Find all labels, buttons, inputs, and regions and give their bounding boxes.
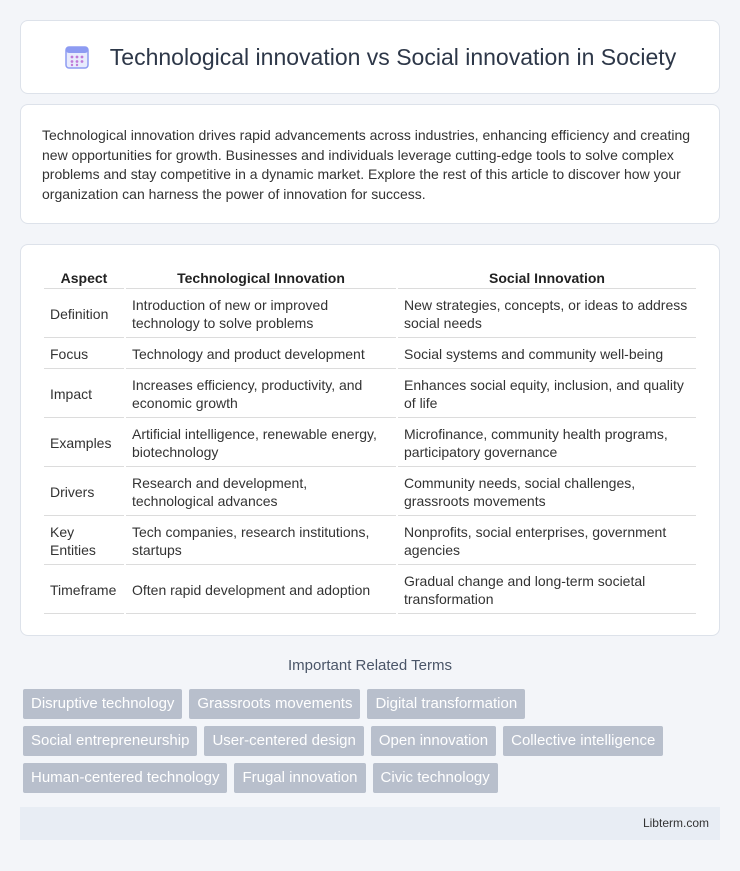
row-aspect: Timeframe: [44, 567, 124, 614]
calendar-grid-icon: [64, 44, 90, 70]
comparison-table: [42, 265, 698, 616]
header-card: [20, 20, 720, 94]
related-terms-tags: [23, 689, 723, 800]
intro-card: [20, 104, 720, 224]
row-aspect: Key Entities: [44, 518, 124, 565]
table-row: [44, 469, 696, 516]
related-term-tag[interactable]: Disruptive technology: [23, 689, 182, 719]
related-terms-title: Important Related Terms: [288, 657, 452, 674]
row-aspect: Focus: [44, 340, 124, 369]
footer: [20, 807, 720, 840]
social-cell: Microfinance, community health programs, participatory governance: [398, 420, 696, 467]
table-row: [44, 371, 696, 418]
tech-cell: Tech companies, research institutions, startups: [126, 518, 396, 565]
table-row: [44, 567, 696, 614]
row-aspect: Definition: [44, 291, 124, 338]
page-title: Technological innovation vs Social innovation in Society: [109, 43, 677, 70]
intro-paragraph: Technological innovation drives rapid advancements across industries, enhancing efficiency and creating new opportunities for growth. Businesses and individuals leverage cutting-edge tools to solve complex problems and stay competitive in a dynamic market. Explore the rest of this article to discover how your organization can harness the power of innovation for success.: [42, 127, 691, 202]
related-term-tag[interactable]: Digital transformation: [367, 689, 525, 719]
footer-site-link[interactable]: Libterm.com: [642, 816, 709, 830]
tech-cell: Increases efficiency, productivity, and economic growth: [126, 371, 396, 418]
table-row: [44, 420, 696, 467]
social-cell: Community needs, social challenges, grassroots movements: [398, 469, 696, 516]
table-header-row: [44, 267, 696, 289]
social-cell: Enhances social equity, inclusion, and quality of life: [398, 371, 696, 418]
social-cell: Social systems and community well-being: [398, 340, 696, 369]
related-term-tag[interactable]: Human-centered technology: [23, 763, 227, 793]
tech-cell: Technology and product development: [126, 340, 396, 369]
column-header: Technological Innovation: [126, 267, 396, 289]
row-aspect: Examples: [44, 420, 124, 467]
tech-cell: Research and development, technological advances: [126, 469, 396, 516]
related-term-tag[interactable]: Open innovation: [371, 726, 496, 756]
related-term-tag[interactable]: Frugal innovation: [234, 763, 365, 793]
related-term-tag[interactable]: Grassroots movements: [189, 689, 360, 719]
comparison-table-card: [20, 244, 720, 636]
related-term-tag[interactable]: Collective intelligence: [503, 726, 663, 756]
social-cell: Gradual change and long-term societal transformation: [398, 567, 696, 614]
column-header: Aspect: [44, 267, 124, 289]
table-row: [44, 518, 696, 565]
related-term-tag[interactable]: User-centered design: [204, 726, 363, 756]
social-cell: Nonprofits, social enterprises, government agencies: [398, 518, 696, 565]
row-aspect: Impact: [44, 371, 124, 418]
tech-cell: Introduction of new or improved technology to solve problems: [126, 291, 396, 338]
table-row: [44, 291, 696, 338]
row-aspect: Drivers: [44, 469, 124, 516]
column-header: Social Innovation: [398, 267, 696, 289]
table-row: [44, 340, 696, 369]
related-term-tag[interactable]: Civic technology: [373, 763, 498, 793]
social-cell: New strategies, concepts, or ideas to address social needs: [398, 291, 696, 338]
related-term-tag[interactable]: Social entrepreneurship: [23, 726, 197, 756]
tech-cell: Often rapid development and adoption: [126, 567, 396, 614]
tech-cell: Artificial intelligence, renewable energy, biotechnology: [126, 420, 396, 467]
